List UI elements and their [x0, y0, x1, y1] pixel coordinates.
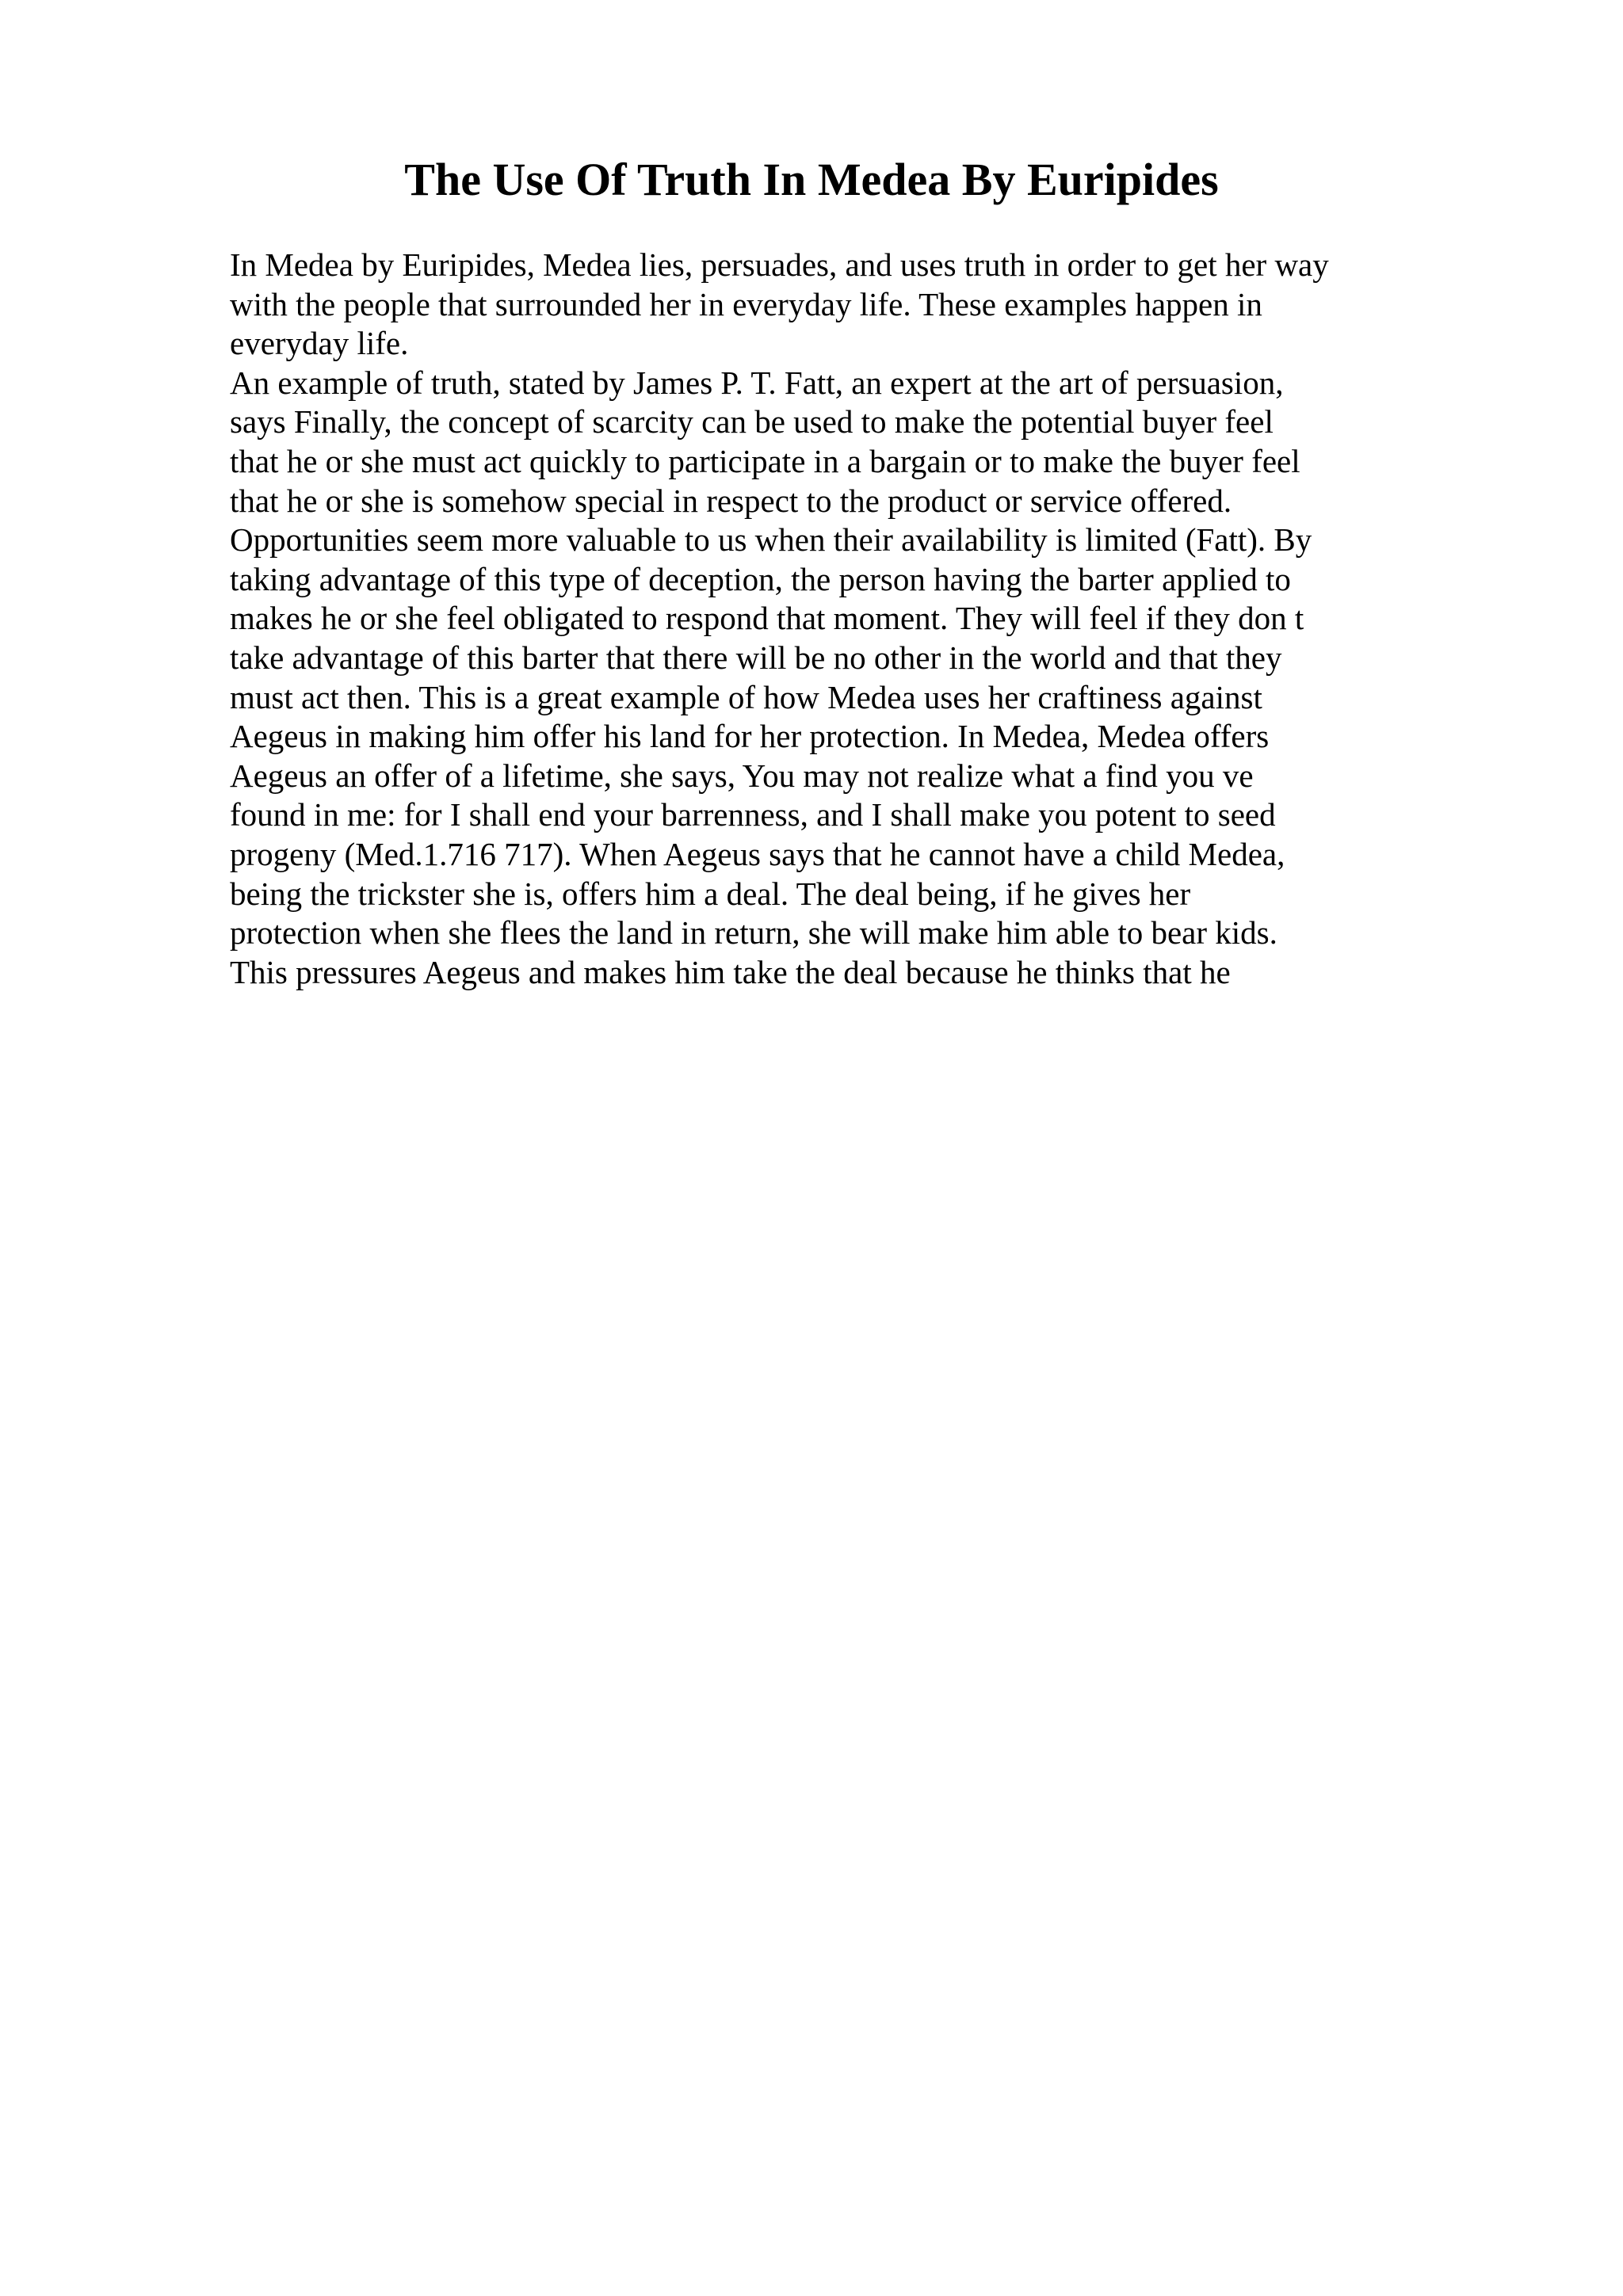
body-line: taking advantage of this type of deception, the person having the barter applied to: [230, 560, 1291, 597]
body-line: that he or she is somehow special in respect to the product or service offered.: [230, 482, 1232, 519]
body-line: says Finally, the concept of scarcity can be used to make the potential buyer feel: [230, 403, 1274, 441]
body-line: Opportunities seem more valuable to us when their availability is limited (Fatt). By: [230, 521, 1312, 559]
body-line: An example of truth, stated by James P. T. Fatt, an expert at the art of persuasion,: [230, 364, 1284, 401]
body-line: progeny (Med.1.716 717). When Aegeus says that he cannot have a child Medea,: [230, 835, 1285, 872]
document-title: The Use Of Truth In Medea By Euripides: [404, 154, 1219, 205]
body-line: Aegeus an offer of a lifetime, she says, You may not realize what a find you ve: [230, 757, 1254, 794]
body-line: that he or she must act quickly to participate in a bargain or to make the buyer feel: [230, 442, 1300, 479]
body-line: This pressures Aegeus and makes him take the deal because he thinks that he: [230, 953, 1231, 990]
body-line: makes he or she feel obligated to respond that moment. They will feel if they don t: [230, 600, 1304, 637]
body-line: Aegeus in making him offer his land for her protection. In Medea, Medea offers: [230, 718, 1270, 755]
body-line: being the trickster she is, offers him a deal. The deal being, if he gives her: [230, 875, 1191, 912]
body-line: protection when she flees the land in return, she will make him able to bear kids.: [230, 914, 1277, 952]
body-line: everyday life.: [230, 325, 409, 362]
body-line: take advantage of this barter that there will be no other in the world and that they: [230, 639, 1282, 676]
body-line: found in me: for I shall end your barrenness, and I shall make you potent to seed: [230, 796, 1276, 833]
body-line: with the people that surrounded her in everyday life. These examples happen in: [230, 285, 1262, 322]
body-line: must act then. This is a great example of how Medea uses her craftiness against: [230, 678, 1262, 715]
body-line: In Medea by Euripides, Medea lies, persuades, and uses truth in order to get her way: [230, 246, 1329, 283]
document-body: [230, 246, 1514, 992]
